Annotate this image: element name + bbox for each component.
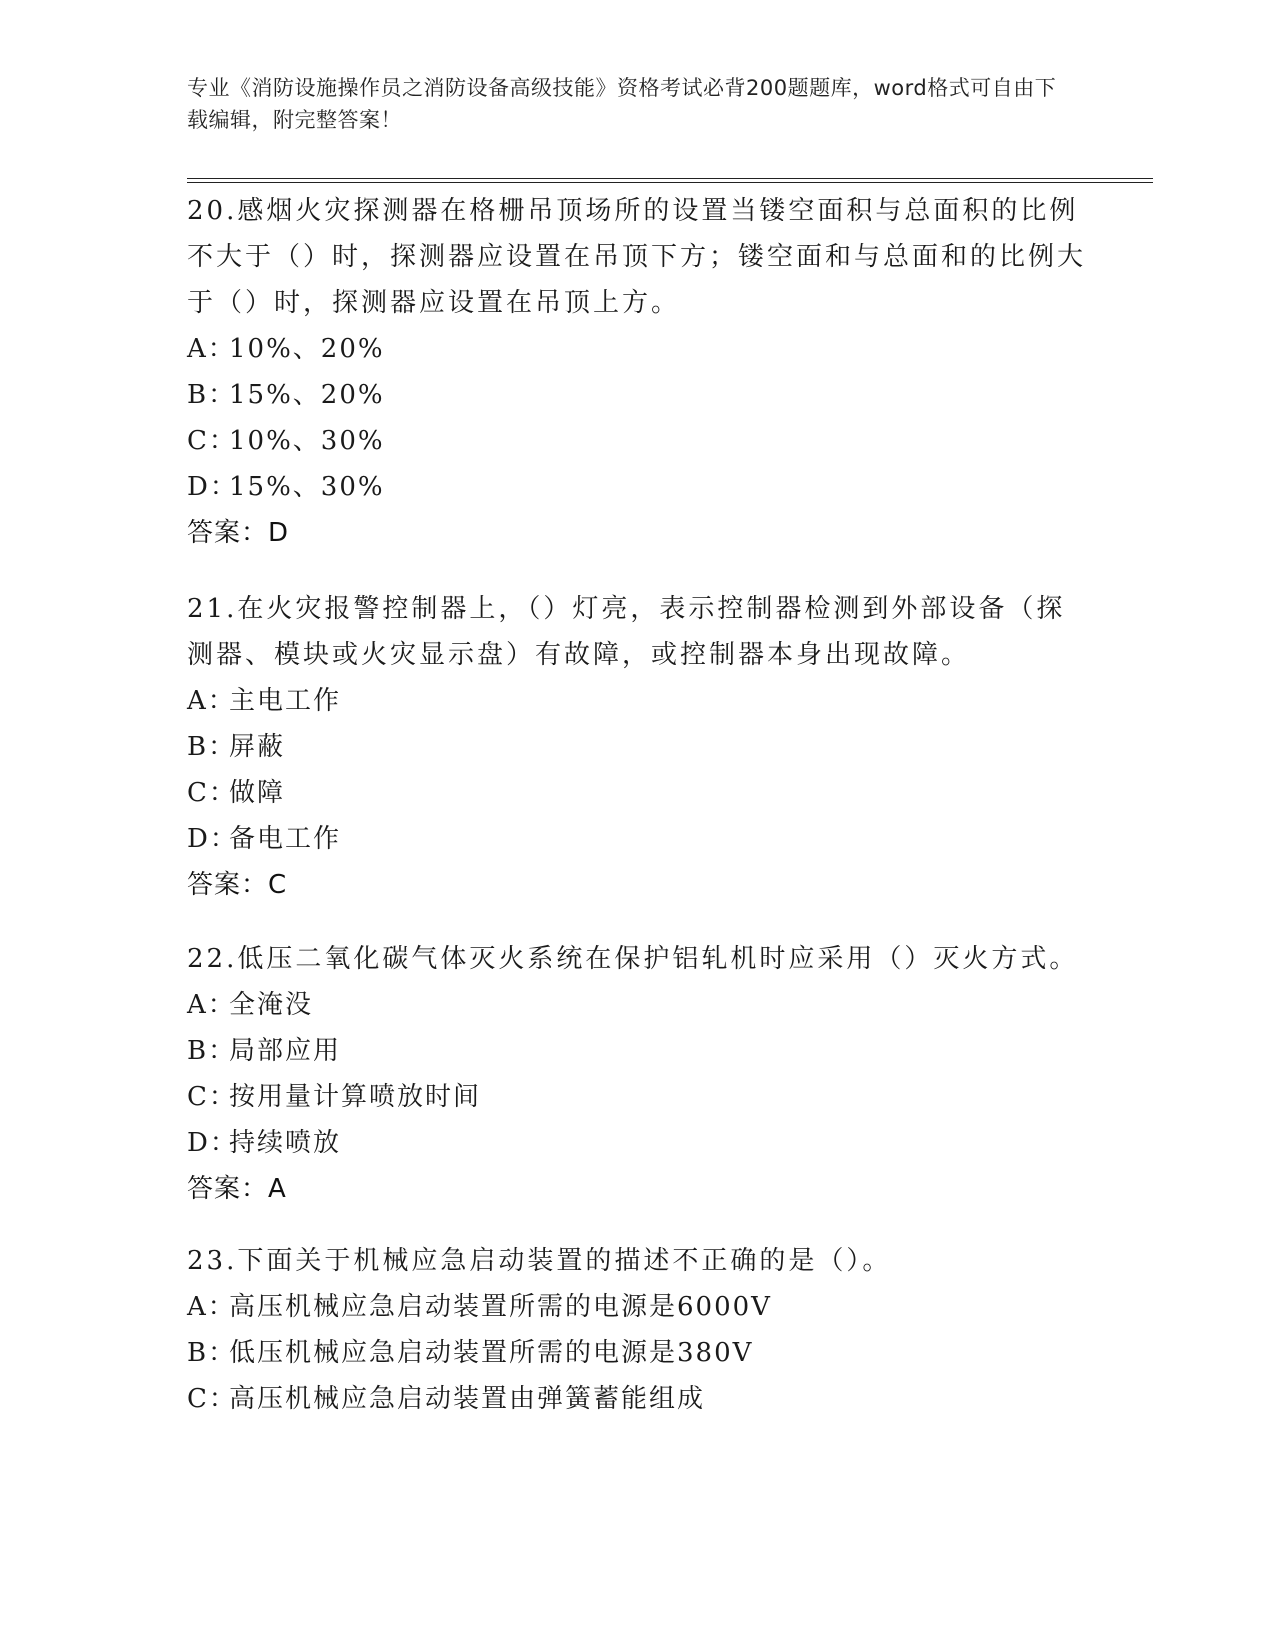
option-letter: C： — [187, 1384, 237, 1414]
question-23 — [187, 1238, 1087, 1422]
option-text: 做障 — [229, 778, 286, 808]
option-b — [187, 372, 1087, 418]
header-divider-bottom — [187, 182, 1153, 183]
option-letter: B： — [187, 380, 237, 410]
answer-line: 答案：D — [187, 518, 290, 548]
option-letter: A： — [187, 1292, 236, 1322]
option-text: 持续喷放 — [229, 1128, 342, 1158]
option-letter: A： — [187, 686, 236, 716]
question-stem: 20.感烟火灾探测器在格栅吊顶场所的设置当镂空面积与总面积的比例不大于（）时，探测器应设置在吊顶下方；镂空面和与总面和的比例大于（）时，探测器应设置在吊顶上方。 — [187, 196, 1087, 318]
option-c — [187, 1074, 1087, 1120]
option-letter: D： — [187, 824, 238, 854]
option-text: 屏蔽 — [229, 732, 286, 762]
option-text: 高压机械应急启动装置所需的电源是6000V — [229, 1292, 772, 1322]
document-header: 专业《消防设施操作员之消防设备高级技能》资格考试必背200题题库，word格式可自由下载编辑，附完整答案！ — [187, 76, 1057, 132]
header-divider-top — [187, 178, 1153, 179]
option-d — [187, 1120, 1087, 1166]
question-20 — [187, 188, 1087, 556]
option-d — [187, 816, 1087, 862]
option-letter: B： — [187, 1338, 237, 1368]
question-stem: 23.下面关于机械应急启动装置的描述不正确的是（）。 — [187, 1246, 892, 1276]
option-a — [187, 678, 1087, 724]
option-a — [187, 982, 1087, 1028]
option-c — [187, 1376, 1087, 1422]
option-text: 低压机械应急启动装置所需的电源是380V — [229, 1338, 754, 1368]
option-text: 主电工作 — [229, 686, 342, 716]
answer-line: 答案：A — [187, 1174, 287, 1204]
option-letter: D： — [187, 1128, 238, 1158]
option-c — [187, 770, 1087, 816]
option-text: 15%、30% — [229, 472, 385, 502]
option-text: 10%、20% — [229, 334, 385, 364]
option-text: 10%、30% — [229, 426, 385, 456]
question-stem: 22.低压二氧化碳气体灭火系统在保护铝轧机时应采用（）灭火方式。 — [187, 944, 1079, 974]
question-21 — [187, 586, 1087, 908]
option-b — [187, 1028, 1087, 1074]
option-letter: C： — [187, 1082, 237, 1112]
option-text: 备电工作 — [229, 824, 342, 854]
option-text: 高压机械应急启动装置由弹簧蓄能组成 — [229, 1384, 706, 1414]
option-text: 按用量计算喷放时间 — [229, 1082, 482, 1112]
option-a — [187, 326, 1087, 372]
answer-line: 答案：C — [187, 870, 288, 900]
option-letter: C： — [187, 778, 237, 808]
question-22 — [187, 936, 1087, 1212]
option-text: 全淹没 — [229, 990, 314, 1020]
option-letter: B： — [187, 1036, 237, 1066]
option-b — [187, 1330, 1087, 1376]
option-letter: B： — [187, 732, 237, 762]
option-letter: A： — [187, 334, 236, 364]
option-a — [187, 1284, 1087, 1330]
option-b — [187, 724, 1087, 770]
option-text: 局部应用 — [229, 1036, 342, 1066]
option-letter: A： — [187, 990, 236, 1020]
option-d — [187, 464, 1087, 510]
option-c — [187, 418, 1087, 464]
option-letter: C： — [187, 426, 237, 456]
option-text: 15%、20% — [229, 380, 385, 410]
option-letter: D： — [187, 472, 238, 502]
question-stem: 21.在火灾报警控制器上，（）灯亮，表示控制器检测到外部设备（探测器、模块或火灾显示盘）有故障，或控制器本身出现故障。 — [187, 594, 1066, 670]
